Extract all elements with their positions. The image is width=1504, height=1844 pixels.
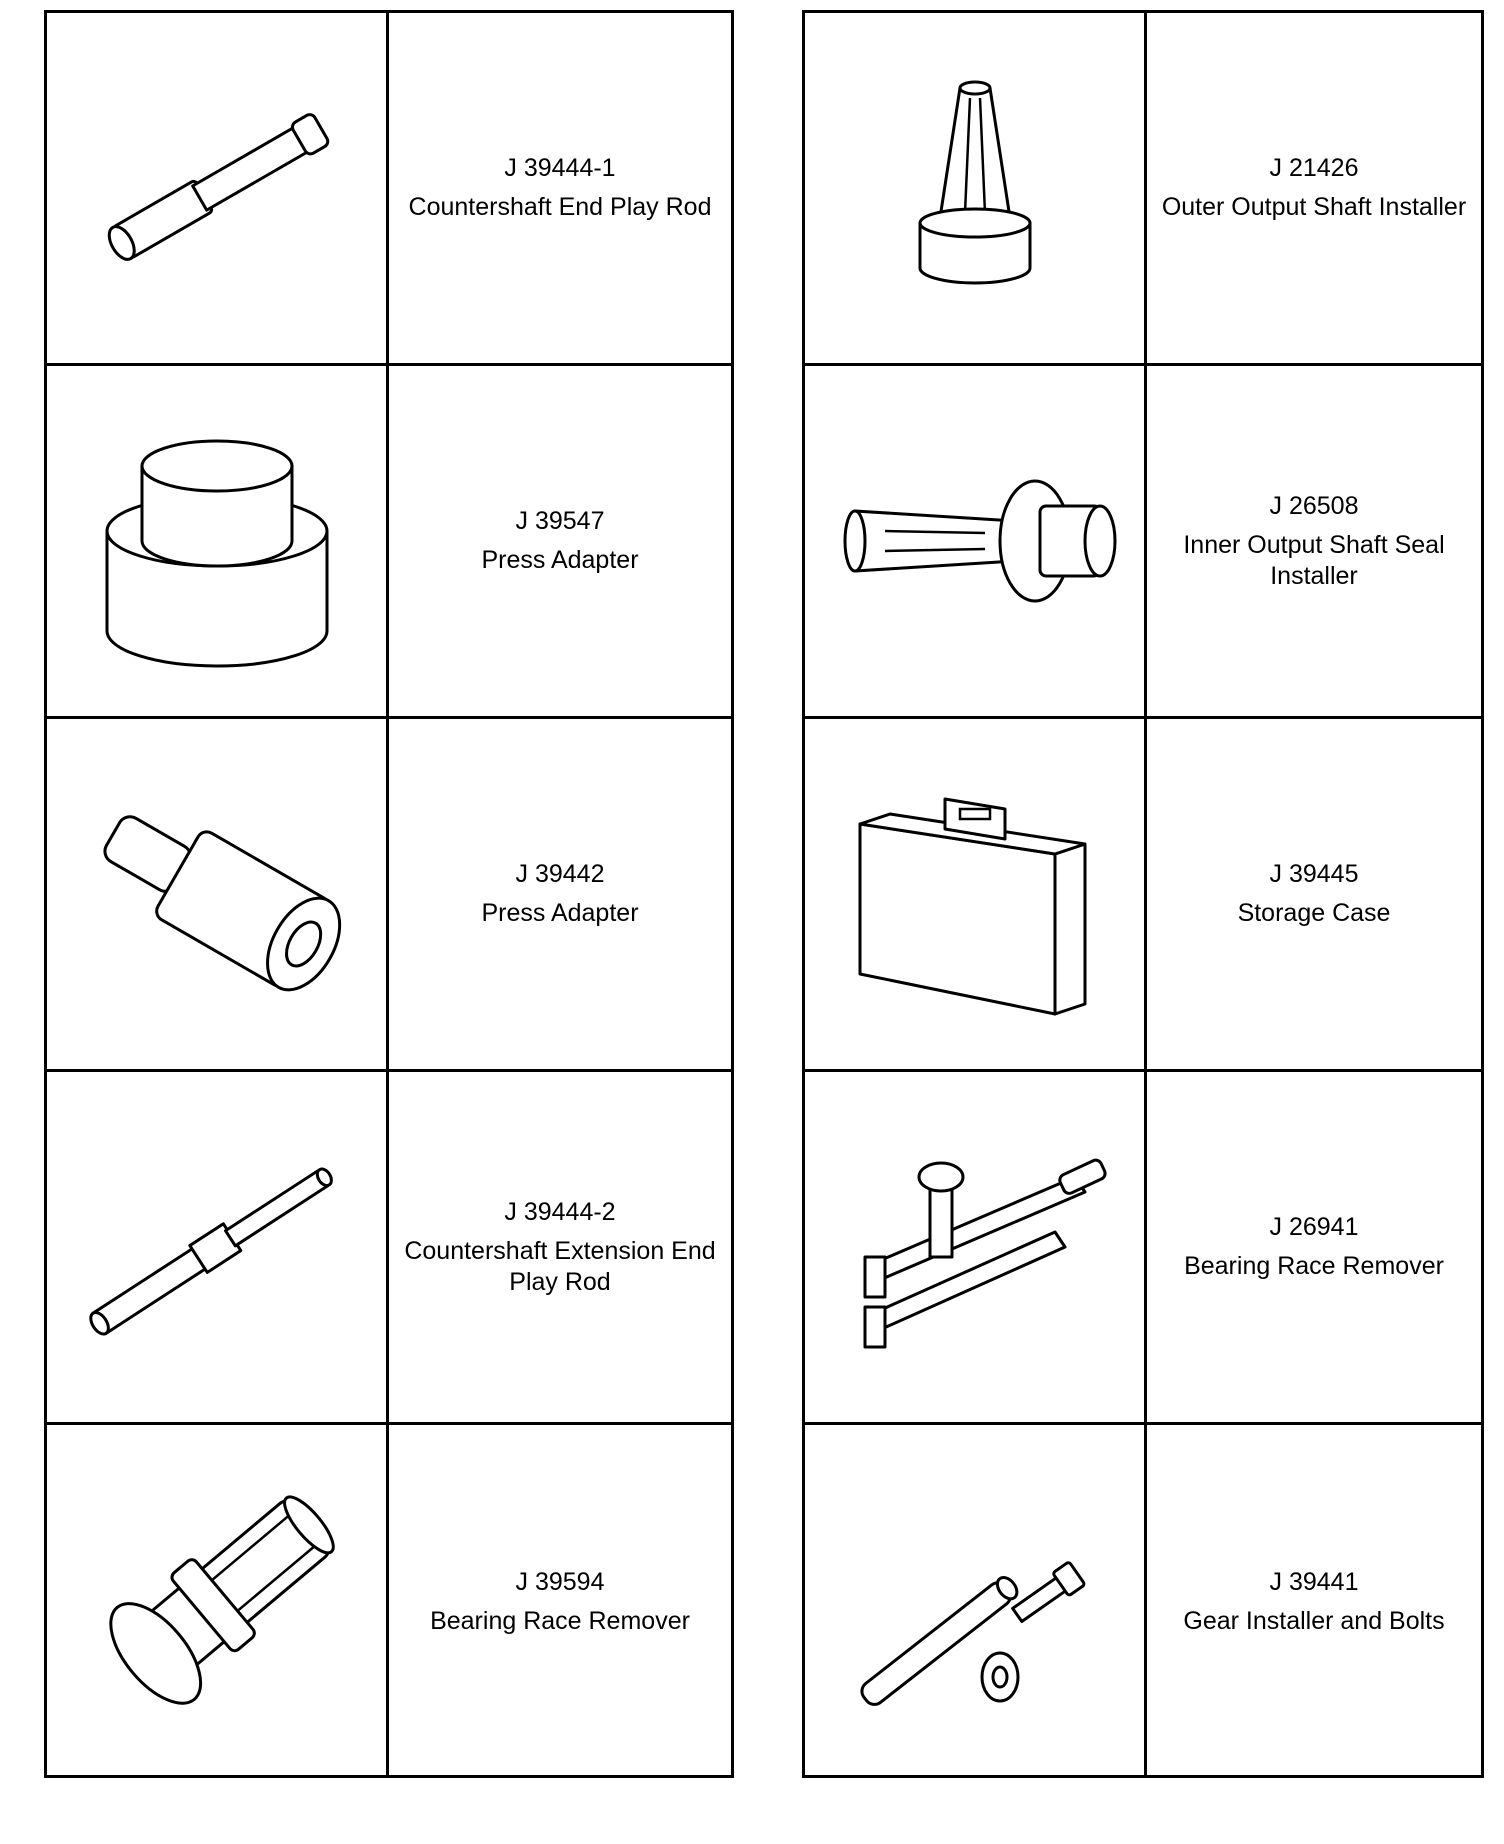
tool-name: Press Adapter xyxy=(481,546,639,574)
tool-illustration xyxy=(47,13,389,363)
tool-name: Inner Output Shaft Seal Installer xyxy=(1183,530,1445,590)
tool-illustration xyxy=(805,1072,1147,1422)
tool-label xyxy=(389,1425,731,1778)
tool-row xyxy=(47,719,731,1072)
tool-row xyxy=(805,1425,1481,1778)
tool-name: Countershaft Extension End Play Rod xyxy=(404,1236,716,1296)
tool-label xyxy=(1147,13,1481,363)
tool-label xyxy=(389,13,731,363)
tool-name: Storage Case xyxy=(1237,899,1391,927)
tool-illustration xyxy=(47,1425,389,1778)
tool-label xyxy=(1147,719,1481,1069)
tool-illustration xyxy=(805,1425,1147,1778)
tool-row xyxy=(805,1072,1481,1425)
tool-name: Bearing Race Remover xyxy=(430,1606,690,1635)
tool-illustration xyxy=(47,1072,389,1422)
left-tool-table xyxy=(44,10,734,1778)
tool-label xyxy=(389,719,731,1069)
gear-installer-icon xyxy=(825,1452,1125,1752)
tool-name: Press Adapter xyxy=(481,899,639,927)
tool-label xyxy=(1147,1425,1481,1778)
tool-code: J 39444-1 xyxy=(504,154,616,182)
tool-row xyxy=(805,13,1481,366)
tool-illustration xyxy=(47,366,389,716)
tool-illustration xyxy=(805,366,1147,716)
slide-remover-icon xyxy=(825,1097,1125,1397)
tool-code: J 39594 xyxy=(515,1567,605,1596)
tool-row xyxy=(47,1072,731,1425)
tool-code: J 26941 xyxy=(1269,1213,1359,1241)
seal-installer-icon xyxy=(825,391,1125,691)
press-adapter-large-icon xyxy=(67,391,367,691)
tool-label xyxy=(1147,366,1481,716)
end-play-rod-icon xyxy=(67,38,367,338)
tool-label xyxy=(389,1072,731,1422)
tool-row xyxy=(805,366,1481,719)
tool-name: Outer Output Shaft Installer xyxy=(1161,193,1467,221)
tool-code: J 39547 xyxy=(515,507,605,535)
tool-illustration xyxy=(805,719,1147,1069)
tool-row xyxy=(47,1425,731,1778)
tool-code: J 39441 xyxy=(1269,1567,1359,1596)
tool-code: J 39444-2 xyxy=(504,1197,616,1226)
tool-code: J 39442 xyxy=(515,860,605,888)
tool-row xyxy=(47,366,731,719)
extension-rod-icon xyxy=(67,1097,367,1397)
tool-illustration xyxy=(47,719,389,1069)
storage-case-icon xyxy=(825,744,1125,1044)
press-adapter-small-icon xyxy=(67,744,367,1044)
bearing-race-remover-icon xyxy=(67,1452,367,1752)
tool-label xyxy=(1147,1072,1481,1422)
outer-shaft-installer-icon xyxy=(825,38,1125,338)
right-tool-table xyxy=(802,10,1484,1778)
tool-code: J 39445 xyxy=(1269,860,1359,888)
tool-label xyxy=(389,366,731,716)
tool-row xyxy=(805,719,1481,1072)
tool-name: Gear Installer and Bolts xyxy=(1183,1606,1445,1635)
tool-row xyxy=(47,13,731,366)
tool-code: J 21426 xyxy=(1269,154,1359,182)
tool-name: Countershaft End Play Rod xyxy=(408,193,712,221)
tool-name: Bearing Race Remover xyxy=(1184,1252,1444,1280)
tool-illustration xyxy=(805,13,1147,363)
tool-code: J 26508 xyxy=(1269,491,1359,520)
